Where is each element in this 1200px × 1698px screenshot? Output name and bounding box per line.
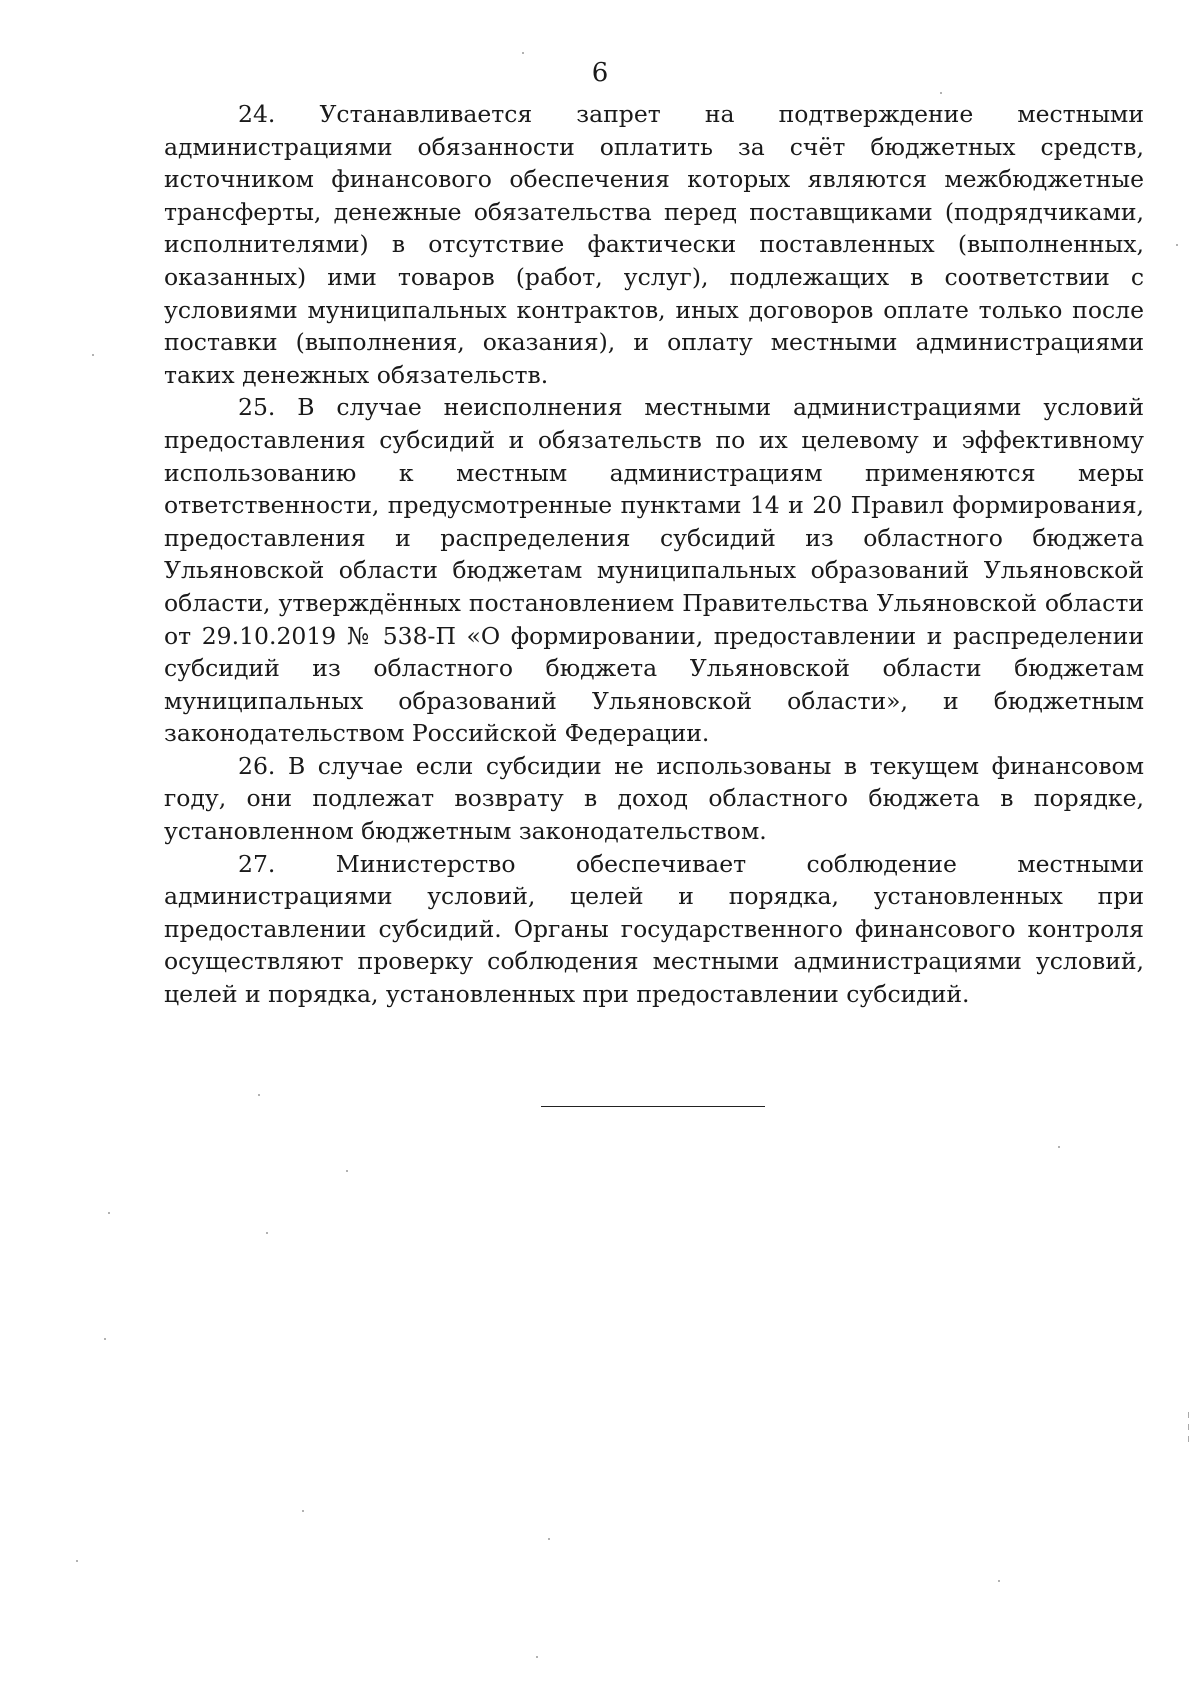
- paragraph-text: В случае неисполнения местными администрациями условий предоставления субсидий и обязательств по их целевому и эффективному использованию к местным администрациям применяются меры ответственности, предусмотренные пунктами 14 и 20 Правил формирования, предоставления и распределения субсидий из областного бюджета Ульяновской области бюджетам муниципальных образований Ульяновской области, утверждённых постановлением Правительства Ульяновской области от 29.10.2019 № 538-П «О формировании, предоставлении и распределении субсидий из областного бюджета Ульяновской области бюджетам муниципальных образований Ульяновской области», и бюджетным законодательством Российской Федерации.: [164, 393, 1144, 748]
- paragraph-27: [164, 848, 1144, 1011]
- scan-speck: [548, 1538, 550, 1540]
- paragraph-24: [164, 98, 1144, 391]
- paragraph-number: 27.: [238, 849, 276, 878]
- end-of-document-rule: [541, 1106, 765, 1107]
- paragraph-text: Устанавливается запрет на подтверждение местными администрациями обязанности оплатить за счёт бюджетных средств, источником финансового обеспечения которых являются межбюджетные трансферты, денежные обязательства перед поставщиками (подрядчиками, исполнителями) в отсутствие фактически поставленных (выполненных, оказанных) ими товаров (работ, услуг), подлежащих в соответствии с условиями муниципальных контрактов, иных договоров оплате только после поставки (выполнения, оказания), и оплату местными администрациями таких денежных обязательств.: [164, 100, 1144, 389]
- document-body: [164, 98, 1144, 1011]
- paragraph-number: 26.: [238, 751, 276, 780]
- scan-speck: [104, 1338, 106, 1340]
- scan-speck: [108, 1212, 110, 1214]
- scan-speck: [522, 52, 524, 54]
- scan-speck: [346, 1170, 348, 1172]
- scan-mark: [1188, 1424, 1189, 1430]
- scan-speck: [258, 1094, 260, 1096]
- scan-speck: [1058, 1146, 1060, 1148]
- paragraph-25: [164, 391, 1144, 750]
- paragraph-number: 24.: [238, 100, 276, 128]
- scan-speck: [92, 354, 94, 356]
- scan-speck: [76, 1560, 78, 1562]
- paragraph-number: 25.: [238, 393, 276, 422]
- scan-speck: [940, 92, 942, 94]
- scan-speck: [1176, 244, 1178, 246]
- paragraph-text: Министерство обеспечивает соблюдение местными администрациями условий, целей и порядка, установленных при предоставлении субсидий. Органы государственного финансового контроля осуществляют проверку соблюдения местными администрациями условий, целей и порядка, установленных при предоставлении субсидий.: [164, 849, 1144, 1009]
- scan-mark: [1188, 1412, 1189, 1418]
- scan-speck: [536, 1656, 538, 1658]
- scan-speck: [266, 1232, 268, 1234]
- paragraph-text: В случае если субсидии не использованы в текущем финансовом году, они подлежат возврату в доход областного бюджета в порядке, установленном бюджетным законодательством.: [164, 751, 1144, 846]
- scan-mark: [1188, 1436, 1189, 1442]
- scan-speck: [302, 1510, 304, 1512]
- page-number: 6: [591, 58, 609, 88]
- scan-speck: [998, 1580, 1000, 1582]
- paragraph-26: [164, 750, 1144, 848]
